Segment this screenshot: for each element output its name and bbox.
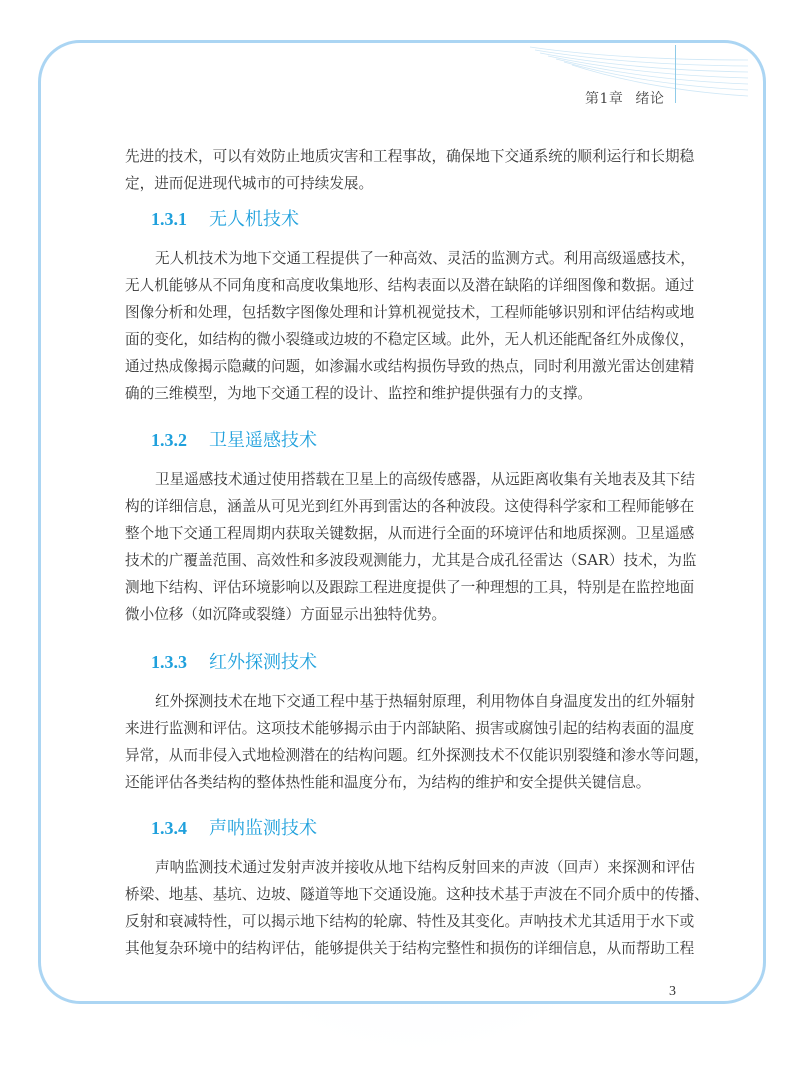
text-line: 测地下结构、评估环境影响以及跟踪工程进度提供了一种理想的工具，特别是在监控地面 <box>125 579 695 596</box>
section-title: 红外探测技术 <box>209 652 317 672</box>
text-line: 整个地下交通工程周期内获取关键数据，从而进行全面的环境评估和地质探测。卫星遥感 <box>125 525 695 542</box>
text-line: 声呐监测技术通过发射声波并接收从地下结构反射回来的声波（回声）来探测和评估 <box>155 859 695 876</box>
section-title: 声呐监测技术 <box>209 818 317 838</box>
text-line: 通过热成像揭示隐藏的问题，如渗漏水或结构损伤导致的热点，同时利用激光雷达创建精 <box>125 358 695 375</box>
text-line: 来进行监测和评估。这项技术能够揭示由于内部缺陷、损害或腐蚀引起的结构表面的温度 <box>125 720 695 737</box>
chapter-number: 第1章 <box>585 91 624 107</box>
text-line: 其他复杂环境中的结构评估，能够提供关于结构完整性和损伤的详细信息，从而帮助工程 <box>125 940 695 957</box>
section-paragraph <box>125 466 697 628</box>
section-paragraph <box>125 245 695 407</box>
text-line: 面的变化，如结构的微小裂缝或边坡的不稳定区域。此外，无人机还能配备红外成像仪， <box>125 331 695 348</box>
section-number: 1.3.4 <box>151 818 187 838</box>
text-line: 反射和衰减特性，可以揭示地下结构的轮廓、特性及其变化。声呐技术尤其适用于水下或 <box>125 913 695 930</box>
text-line: 微小位移（如沉降或裂缝）方面显示出独特优势。 <box>125 606 447 623</box>
text-line: 构的详细信息，涵盖从可见光到红外再到雷达的各种波段。这使得科学家和工程师能够在 <box>125 498 695 515</box>
section-number: 1.3.3 <box>151 652 187 672</box>
section-paragraph <box>125 854 709 962</box>
text-line: 确的三维模型，为地下交通工程的设计、监控和维护提供强有力的支撑。 <box>125 385 593 402</box>
text-line: 异常，从而非侵入式地检测潜在的结构问题。红外探测技术不仅能识别裂缝和渗水等问题， <box>125 747 709 764</box>
section-heading <box>151 648 317 674</box>
text-line: 无人机能够从不同角度和高度收集地形、结构表面以及潜在缺陷的详细图像和数据。通过 <box>125 277 695 294</box>
header-decoration-lines <box>0 0 800 140</box>
section-heading <box>151 814 317 840</box>
section-paragraph <box>125 688 709 796</box>
text-line: 还能评估各类结构的整体热性能和温度分布，为结构的维护和安全提供关键信息。 <box>125 774 651 791</box>
section-title: 无人机技术 <box>209 209 299 229</box>
section-heading <box>151 426 317 452</box>
text-line: 技术的广覆盖范围、高效性和多波段观测能力，尤其是合成孔径雷达（SAR）技术，为监 <box>125 552 697 569</box>
text-line: 红外探测技术在地下交通工程中基于热辐射原理，利用物体自身温度发出的红外辐射 <box>155 693 695 710</box>
text-line: 桥梁、地基、基坑、边坡、隧道等地下交通设施。这种技术基于声波在不同介质中的传播、 <box>125 886 709 903</box>
text-line: 定，进而促进现代城市的可持续发展。 <box>125 175 374 192</box>
section-number: 1.3.1 <box>151 209 187 229</box>
running-header <box>585 88 664 108</box>
chapter-title: 绪论 <box>635 91 665 107</box>
section-title: 卫星遥感技术 <box>209 430 317 450</box>
text-line: 无人机技术为地下交通工程提供了一种高效、灵活的监测方式。利用高级遥感技术， <box>155 250 695 267</box>
section-heading <box>151 205 299 231</box>
intro-paragraph <box>125 143 695 197</box>
header-divider <box>675 45 676 103</box>
text-line: 先进的技术，可以有效防止地质灾害和工程事故，确保地下交通系统的顺利运行和长期稳 <box>125 148 695 165</box>
text-line: 卫星遥感技术通过使用搭载在卫星上的高级传感器，从远距离收集有关地表及其下结 <box>155 471 695 488</box>
page-number: 3 <box>669 984 676 999</box>
text-line: 图像分析和处理，包括数字图像处理和计算机视觉技术，工程师能够识别和评估结构或地 <box>125 304 695 321</box>
section-number: 1.3.2 <box>151 430 187 450</box>
